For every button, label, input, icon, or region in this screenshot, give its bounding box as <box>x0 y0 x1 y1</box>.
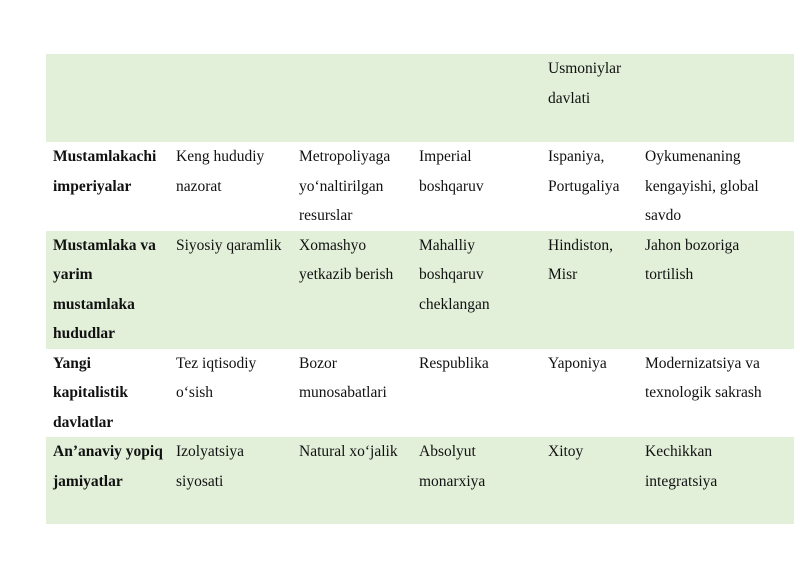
table-cell: Usmoniylar davlati <box>541 54 638 142</box>
table-cell: Mahalliy boshqaruv cheklangan <box>412 231 541 349</box>
table-cell: Jahon bozoriga tortilish <box>638 231 794 349</box>
comparison-table <box>46 54 794 524</box>
table-cell: Oykumenaning kengayishi, global savdo <box>638 142 794 231</box>
table-cell: Imperial boshqaruv <box>412 142 541 231</box>
table-cell: Metropoliyaga yo‘naltirilgan resurslar <box>292 142 412 231</box>
table-cell: Yaponiya <box>541 349 638 438</box>
table-cell <box>638 54 794 142</box>
table-cell <box>412 54 541 142</box>
table-cell: Modernizatsiya va texnologik sakrash <box>638 349 794 438</box>
row-category-cell: An’anaviy yopiq jamiyatlar <box>46 437 169 524</box>
table-row <box>46 231 794 349</box>
table-cell: Natural xo‘jalik <box>292 437 412 524</box>
table-cell: Siyosiy qaramlik <box>169 231 292 349</box>
table-cell: Keng hududiy nazorat <box>169 142 292 231</box>
row-category-cell: Mustamlakachi imperiyalar <box>46 142 169 231</box>
table-row <box>46 349 794 438</box>
document-table-container <box>46 54 794 524</box>
table-cell <box>169 54 292 142</box>
table-row <box>46 142 794 231</box>
table-cell: Absolyut monarxiya <box>412 437 541 524</box>
row-category-cell: Yangi kapitalistik davlatlar <box>46 349 169 438</box>
table-cell: Xomashyo yetkazib berish <box>292 231 412 349</box>
table-cell: Xitoy <box>541 437 638 524</box>
table-cell <box>292 54 412 142</box>
table-cell: Kechikkan integratsiya <box>638 437 794 524</box>
table-cell: Tez iqtisodiy o‘sish <box>169 349 292 438</box>
table-cell: Ispaniya, Portugaliya <box>541 142 638 231</box>
row-category-cell <box>46 54 169 142</box>
table-cell: Bozor munosabatlari <box>292 349 412 438</box>
table-cell: Izolyatsiya siyosati <box>169 437 292 524</box>
table-row <box>46 437 794 524</box>
table-cell: Hindiston, Misr <box>541 231 638 349</box>
table-cell: Respublika <box>412 349 541 438</box>
row-category-cell: Mustamlaka va yarim mustamlaka hududlar <box>46 231 169 349</box>
table-row <box>46 54 794 142</box>
